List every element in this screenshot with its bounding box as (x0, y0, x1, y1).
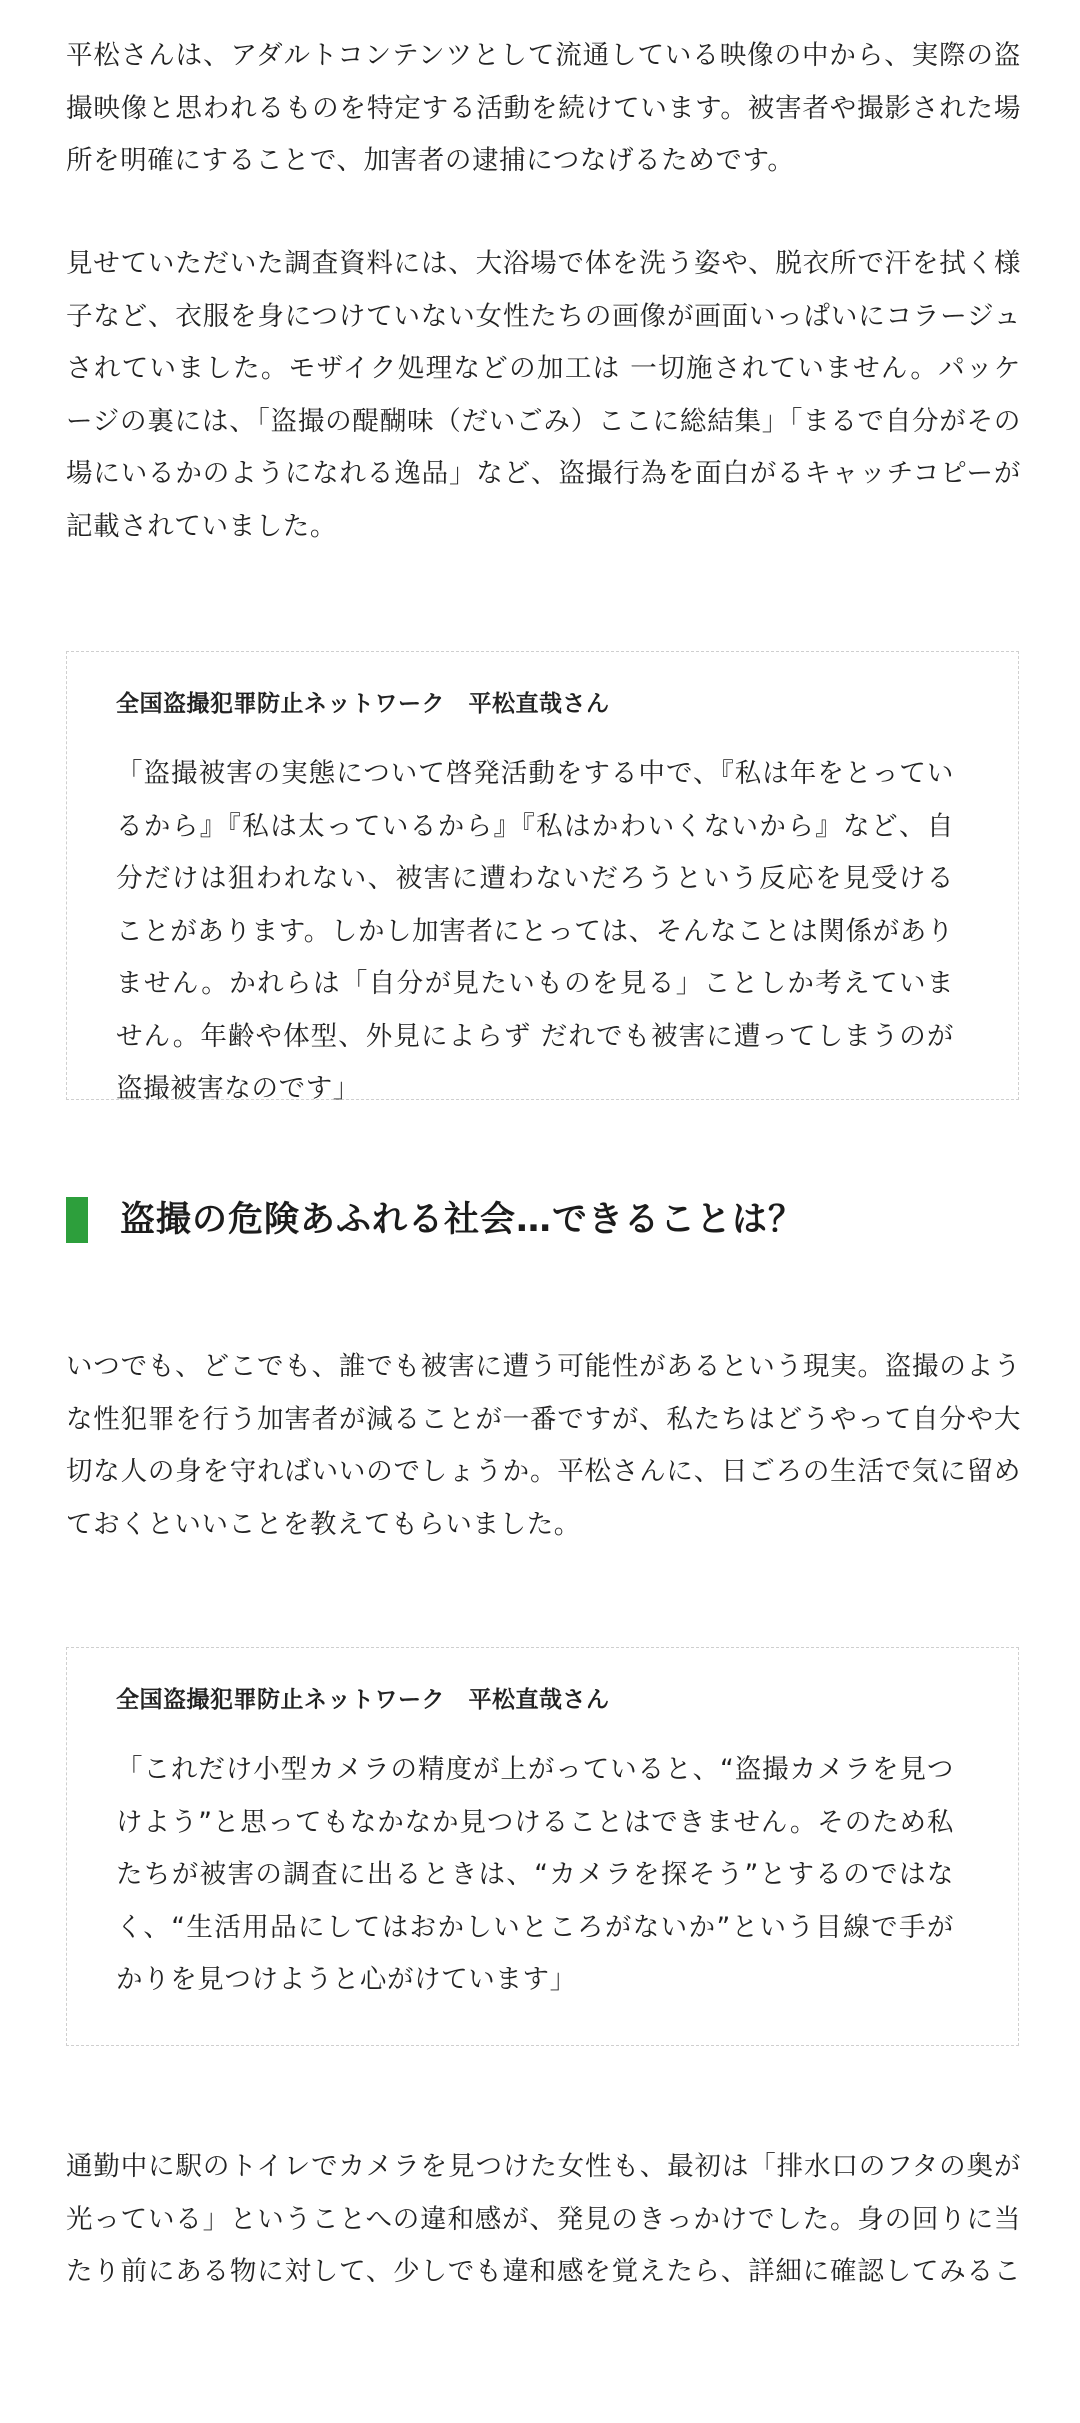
paragraph-station-toilet-case: 通勤中に駅のトイレでカメラを見つけた女性も、最初は「排水口のフタの奥が光っている」ということへの違和感が、発見のきっかけでした。身の回りに当たり前にある物に対して、少しでも違和感を覚えたら、詳細に確認してみるこ (66, 2151, 1021, 2287)
quote-speaker: 全国盗撮犯罪防止ネットワーク 平松直哉さん (116, 1687, 610, 1713)
paragraph-hiramatsu-activity: 平松さんは、アダルトコンテンツとして流通している映像の中から、実際の盗撮映像と思われるものを特定する活動を続けています。被害者や撮影された場所を明確にすることで、加害者の逮捕につなげるためです。 (66, 40, 1021, 176)
quote-text: 「盗撮被害の実態について啓発活動をする中で、『私は年をとっているから』『私は太っているから』『私はかわいくないから』など、自分だけは狙われない、被害に遭わないだろうという反応を見受けることがあります。しかし加害者にとっては、そんなことは関係がありません。かれらは「自分が見たいものを見る」ことしか考えていません。年齢や体型、外見によらず だれでも被害に遭ってしまうのが盗撮被害なのです」 (116, 758, 954, 1104)
paragraph-how-to-protect: いつでも、どこでも、誰でも被害に遭う可能性があるという現実。盗撮のような性犯罪を行う加害者が減ることが一番ですが、私たちはどうやって自分や大切な人の身を守ればいいのでしょうか。平松さんに、日ごろの生活で気に留めておくといいことを教えてもらいました。 (66, 1351, 1021, 1540)
paragraph-investigation-materials: 見せていただいた調査資料には、大浴場で体を洗う姿や、脱衣所で汗を拭く様子など、衣服を身につけていない女性たちの画像が画面いっぱいにコラージュされていました。モザイク処理などの加工は 一切施されていません。パッケージの裏には、「盗撮の醍醐味（だいごみ）ここに総結集」「まるで自分がその場にいるかのようになれる逸品」など、盗撮行為を面白がるキャッチコピーが記載されていました。 (66, 248, 1021, 542)
heading-accent-bar (66, 1197, 88, 1243)
content-cutoff-overlay (0, 2310, 1080, 2423)
section-heading (66, 1195, 1021, 1245)
quote-box-camera-detection (66, 1647, 1019, 2046)
quote-box-victim-reality (66, 651, 1019, 1104)
quote-text: 「これだけ小型カメラの精度が上がっていると、“盗撮カメラを見つけよう”と思ってもなかなか見つけることはできません。そのため私たちが被害の調査に出るときは、“カメラを探そう”とするのではなく、“生活用品にしてはおかしいところがないか”という目線で手がかりを見つけようと心がけています」 (116, 1754, 954, 1995)
quote-speaker: 全国盗撮犯罪防止ネットワーク 平松直哉さん (116, 691, 610, 717)
section-heading-text: 盗撮の危険あふれる社会…できることは？ (120, 1200, 805, 1240)
